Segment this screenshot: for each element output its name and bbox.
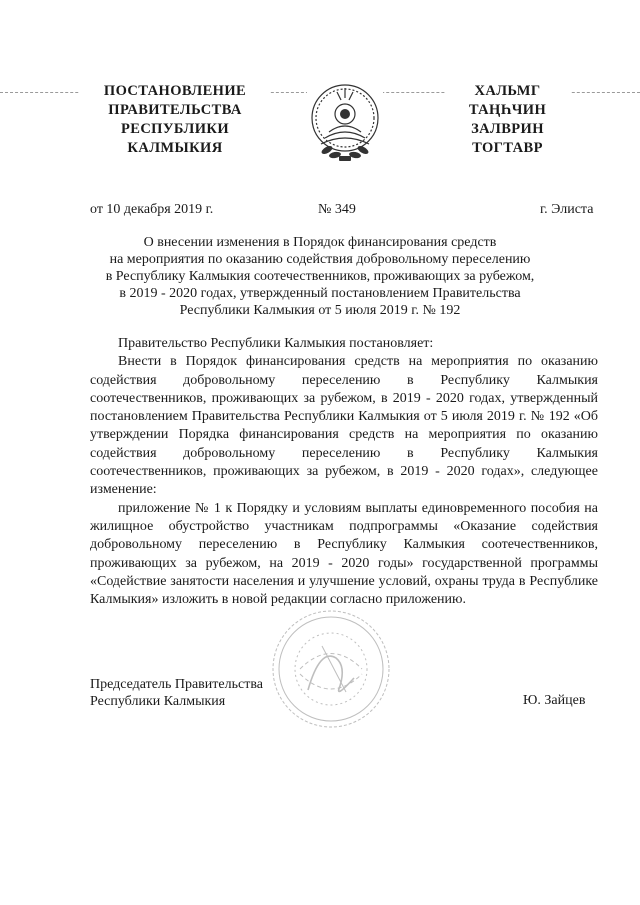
header-right-line-2: ТАҢҺЧИН [468,102,547,118]
document-date: от 10 декабря 2019 г. [90,202,214,217]
header-left-line-4: КАЛМЫКИЯ [127,140,223,156]
body-paragraph-2: приложение № 1 к Порядку и условиям выплаты единовременного пособия на жилищное обустройство участникам подпрограммы «Оказание содействия добровольному переселению в Республику Калмыкия соотечественников, проживающих за рубежом, на 2019 - 2020 годы» государственной программы «Содействие занятости населения и улучшение условий, охраны труда в Республике Калмыкия» изложить в новой редакции согласно приложению. [90,500,598,608]
header-left-line-1: ПОСТАНОВЛЕНИЕ [103,83,247,99]
signatory-name: Ю. Зайцев [523,693,586,708]
header-title-kalmyk [445,82,570,158]
document-title [100,234,540,319]
title-line-2: на мероприятия по оказанию содействия добровольному переселению [109,252,531,267]
document-number: № 349 [318,202,356,217]
title-line-5: Республики Калмыкия от 5 июля 2019 г. № 192 [179,303,461,318]
header-left-line-2: ПРАВИТЕЛЬСТВА [108,102,242,118]
document-city: г. Элиста [540,202,594,217]
header-right-line-4: ТОГТАВР [472,140,543,156]
header-left-line-3: РЕСПУБЛИКИ [120,121,230,137]
body-paragraph-1: Внести в Порядок финансирования средств на мероприятия по оказанию содействия добровольному переселению в Республику Калмыкия соотечественников, проживающих за рубежом, в 2019 - 2020 годах, утвержденный постановлением Правительства Республики Калмыкия от 5 июля 2019 г. № 192 «Об утверждении Порядка финансирования средств на мероприятия по оказанию содействия добровольному переселению в Республику Калмыкия соотечественников, проживающих за рубежом, в 2019 - 2020 годах», следующее изменение: [90,354,598,498]
title-line-1: О внесении изменения в Порядок финансирования средств [143,235,497,250]
title-line-4: в 2019 - 2020 годах, утвержденный постановлением Правительства [119,286,521,301]
official-stamp-icon [270,608,392,730]
signatory-position-line-1: Председатель Правительства [90,677,263,692]
signatory-position [90,676,263,710]
document-body [90,335,598,609]
body-intro: Правительство Республики Калмыкия постановляет: [118,336,434,351]
header-title-russian [80,82,270,158]
signatory-position-line-2: Республики Калмыкия [90,694,226,709]
header-right-line-1: ХАЛЬМГ [474,83,541,99]
kalmykia-emblem-icon [307,80,383,164]
header-right-line-3: ЗАЛВРИН [471,121,544,137]
title-line-3: в Республику Калмыкия соотечественников, проживающих за рубежом, [105,269,535,284]
